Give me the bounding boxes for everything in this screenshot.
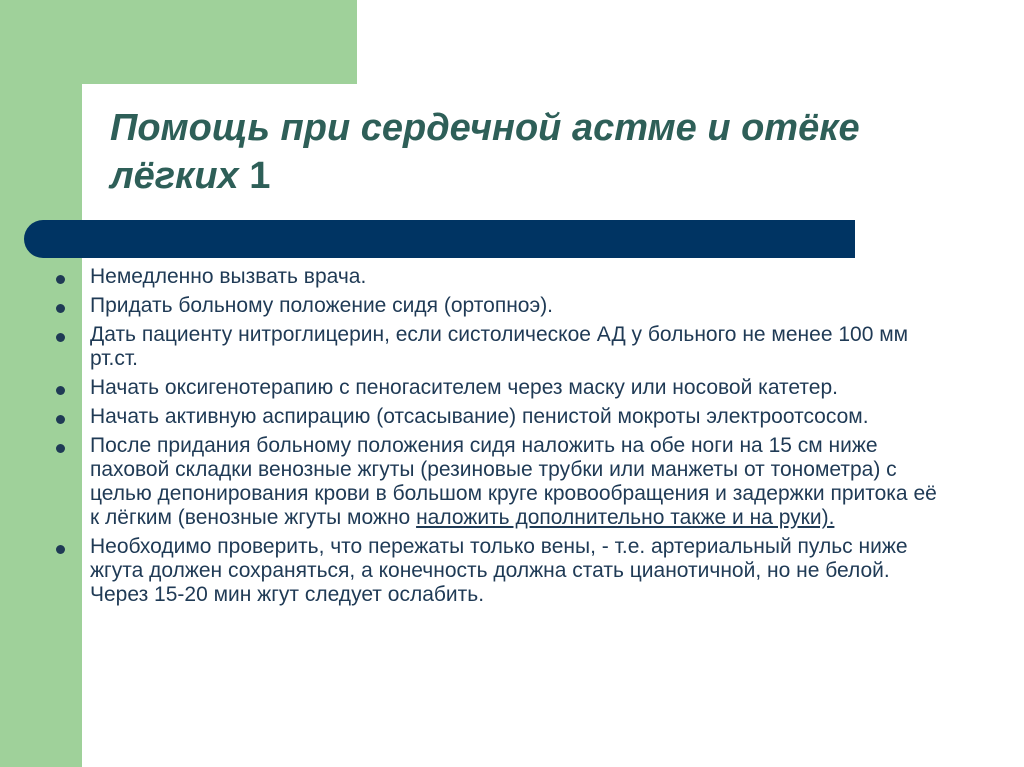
bullet-icon bbox=[56, 415, 65, 424]
underlined-text: наложить дополнительно также и на руки). bbox=[416, 506, 835, 529]
bullet-icon bbox=[56, 304, 65, 313]
bullet-list bbox=[50, 265, 950, 612]
bullet-item bbox=[50, 265, 950, 289]
bullet-icon bbox=[56, 545, 65, 554]
bullet-text: Начать активную аспирацию (отсасывание) пенистой мокроты электроотсосом. bbox=[90, 405, 869, 428]
top-accent-block bbox=[0, 0, 357, 84]
bullet-text: Придать больному положение сидя (ортопноэ). bbox=[90, 294, 554, 317]
title-divider bbox=[24, 220, 855, 258]
bullet-text: Немедленно вызвать врача. bbox=[90, 265, 367, 288]
bullet-icon bbox=[56, 275, 65, 284]
bullet-icon bbox=[56, 386, 65, 395]
title-number: 1 bbox=[249, 155, 271, 197]
bullet-item bbox=[50, 405, 950, 429]
bullet-item bbox=[50, 323, 950, 371]
bullet-icon bbox=[56, 333, 65, 342]
bullet-item bbox=[50, 376, 950, 400]
bullet-item bbox=[50, 294, 950, 318]
title-text: Помощь при сердечной астме и отёке лёгких bbox=[110, 107, 860, 197]
bullet-text: Начать оксигенотерапию с пеногасителем через маску или носовой катетер. bbox=[90, 376, 838, 399]
bullet-icon bbox=[56, 444, 65, 453]
bullet-text: Необходимо проверить, что пережаты только вены, - т.е. артериальный пульс ниже жгута должен сохраняться, а конечность должна стать цианотичной, но не белой. Через 15-20 мин жгут следует ослабить. bbox=[90, 535, 908, 606]
bullet-text: Дать пациенту нитроглицерин, если систолическое АД у больного не менее 100 мм рт.ст. bbox=[90, 323, 909, 370]
bullet-item bbox=[50, 434, 950, 530]
slide-title bbox=[110, 104, 930, 200]
bullet-text: После придания больному положения сидя наложить на обе ноги на 15 см ниже паховой складки венозные жгуты (резиновые трубки или манжеты от тонометра) с целью депонирования крови в большом круге кровообращения и задержки притока её к лёгким (венозные жгуты можно bbox=[90, 434, 937, 529]
bullet-item bbox=[50, 535, 950, 607]
